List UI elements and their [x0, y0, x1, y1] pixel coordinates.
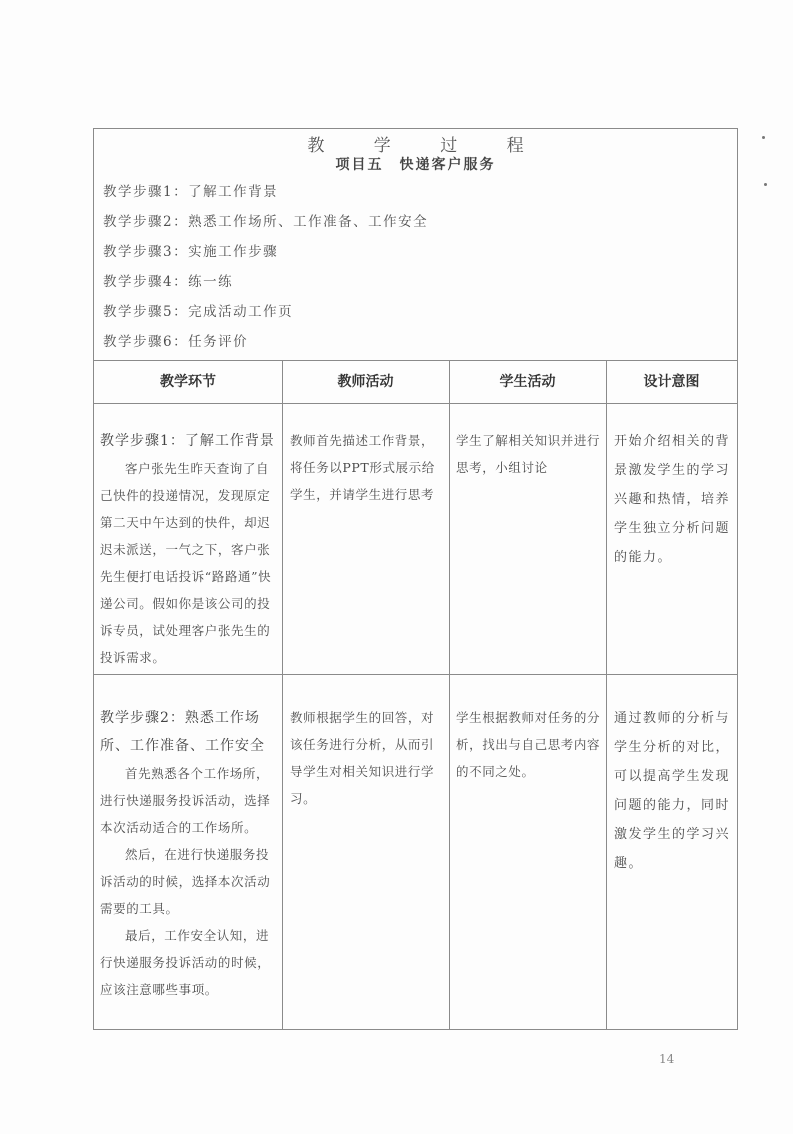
- table-cell-step: [100, 427, 280, 671]
- teacher-activity: 教师首先描述工作背景，将任务以PPT形式展示给学生，并请学生进行思考: [290, 433, 435, 502]
- step-paragraph: 然后，在进行快递服务投诉活动的时候，选择本次活动需要的工具。: [100, 847, 271, 916]
- column-header: 设计意图: [643, 374, 700, 390]
- step-title: 教学步骤1：了解工作背景: [100, 433, 275, 449]
- column-header: 教学环节: [160, 374, 216, 390]
- column-header: 教师活动: [337, 374, 394, 390]
- teacher-activity: 教师根据学生的回答，对该任务进行分析，从而引导学生对相关知识进行学习。: [290, 710, 435, 806]
- step-item: 教学步骤3：实施工作步骤: [103, 244, 279, 260]
- step-item: 教学步骤4：练一练: [103, 274, 234, 290]
- step-list: [103, 181, 428, 361]
- step-paragraph: 首先熟悉各个工作场所，进行快递服务投诉活动，选择本次活动适合的工作场所。: [100, 766, 271, 835]
- column-divider: [606, 361, 607, 1029]
- column-header: 学生活动: [499, 374, 556, 390]
- column-header-row: [94, 361, 737, 404]
- scan-speck: [762, 136, 765, 139]
- step-paragraph: 客户张先生昨天查询了自己快件的投递情况，发现原定第二天中午达到的快件，却迟迟未派送，一气之下，客户张先生便打电话投诉“路路通”快递公司。假如你是该公司的投诉专员，试处理客户张先生的投诉需求。: [100, 461, 272, 665]
- student-activity: 学生根据教师对任务的分析，找出与自己思考内容的不同之处。: [456, 710, 601, 779]
- column-divider: [282, 361, 283, 1029]
- table-cell-student: [456, 704, 602, 785]
- table-cell-intent: [614, 704, 732, 878]
- scan-speck: [764, 183, 767, 186]
- teaching-process-table: [93, 128, 738, 1030]
- table-cell-step: [100, 704, 280, 1003]
- step-item: 教学步骤1：了解工作背景: [103, 184, 279, 200]
- project-subtitle: 项目五 快递客户服务: [335, 157, 496, 173]
- table-header-block: [94, 129, 737, 361]
- design-intent: 开始介绍相关的背景激发学生的学习兴趣和热情，培养学生独立分析问题的能力。: [614, 434, 731, 565]
- table-cell-student: [456, 427, 602, 481]
- row-divider: [94, 674, 737, 675]
- table-cell-teacher: [290, 427, 446, 508]
- step-item: 教学步骤6：任务评价: [103, 334, 249, 350]
- student-activity: 学生了解相关知识并进行思考，小组讨论: [456, 433, 601, 475]
- step-paragraph: 最后，工作安全认知，进行快递服务投诉活动的时候，应该注意哪些事项。: [100, 928, 271, 997]
- step-item: 教学步骤2：熟悉工作场所、工作准备、工作安全: [103, 214, 429, 230]
- design-intent: 通过教师的分析与学生分析的对比，可以提高学生发现问题的能力，同时激发学生的学习兴趣。: [614, 711, 731, 871]
- table-cell-intent: [614, 427, 732, 572]
- table-title: 教 学 过 程: [307, 136, 546, 156]
- table-cell-teacher: [290, 704, 446, 812]
- page-number: 14: [659, 1052, 675, 1066]
- step-title: 教学步骤2：熟悉工作场所、工作准备、工作安全: [100, 710, 265, 754]
- column-divider: [449, 361, 450, 1029]
- step-item: 教学步骤5：完成活动工作页: [103, 304, 294, 320]
